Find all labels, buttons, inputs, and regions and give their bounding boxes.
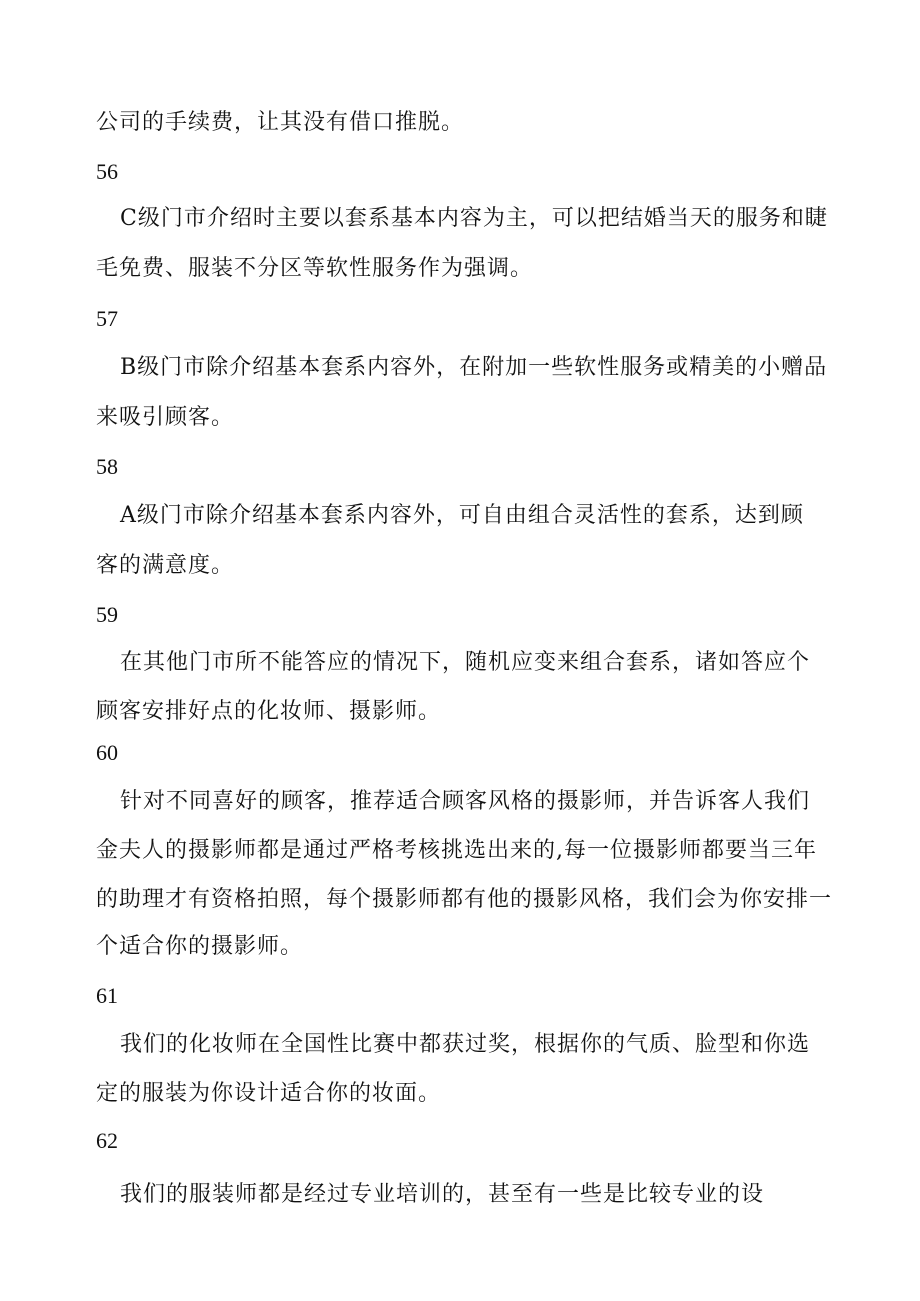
item-line: 定的服装为你设计适合你的妆面。: [96, 1081, 442, 1106]
item-line: C级门市介绍时主要以套系基本内容为主，可以把结婚当天的服务和睫: [120, 206, 828, 231]
item-line: 来吸引顾客。: [96, 405, 235, 430]
intro-line: 公司的手续费，让其没有借口推脱。: [96, 110, 465, 135]
item-line: 我们的服装师都是经过专业培训的，甚至有一些是比较专业的设: [120, 1182, 765, 1207]
item-number: 61: [96, 983, 118, 1008]
item-line: 在其他门市所不能答应的情况下，随机应变来组合套系，诸如答应个: [120, 650, 811, 675]
item-line: 金夫人的摄影师都是通过严格考核挑选出来的,每一位摄影师都要当三年: [96, 838, 817, 863]
item-number: 59: [96, 602, 118, 627]
item-line: 我们的化妆师在全国性比赛中都获过奖，根据你的气质、脸型和你选: [120, 1032, 811, 1057]
item-line: B级门市除介绍基本套系内容外，在附加一些软性服务或精美的小赠品: [120, 355, 828, 380]
item-line: 毛免费、服装不分区等软性服务作为强调。: [96, 256, 534, 281]
item-number: 60: [96, 740, 118, 765]
item-number: 62: [96, 1128, 118, 1153]
item-number: 56: [96, 159, 118, 184]
item-line: 顾客安排好点的化妆师、摄影师。: [96, 699, 442, 724]
item-line: 个适合你的摄影师。: [96, 934, 304, 959]
item-number: 58: [96, 454, 118, 479]
item-line: A级门市除介绍基本套系内容外，可自由组合灵活性的套系，达到顾: [120, 503, 804, 528]
item-number: 57: [96, 306, 118, 331]
item-line: 客的满意度。: [96, 553, 235, 578]
item-line: 针对不同喜好的顾客，推荐适合顾客风格的摄影师，并告诉客人我们: [120, 789, 811, 814]
item-line: 的助理才有资格拍照，每个摄影师都有他的摄影风格，我们会为你安排一: [96, 887, 833, 912]
